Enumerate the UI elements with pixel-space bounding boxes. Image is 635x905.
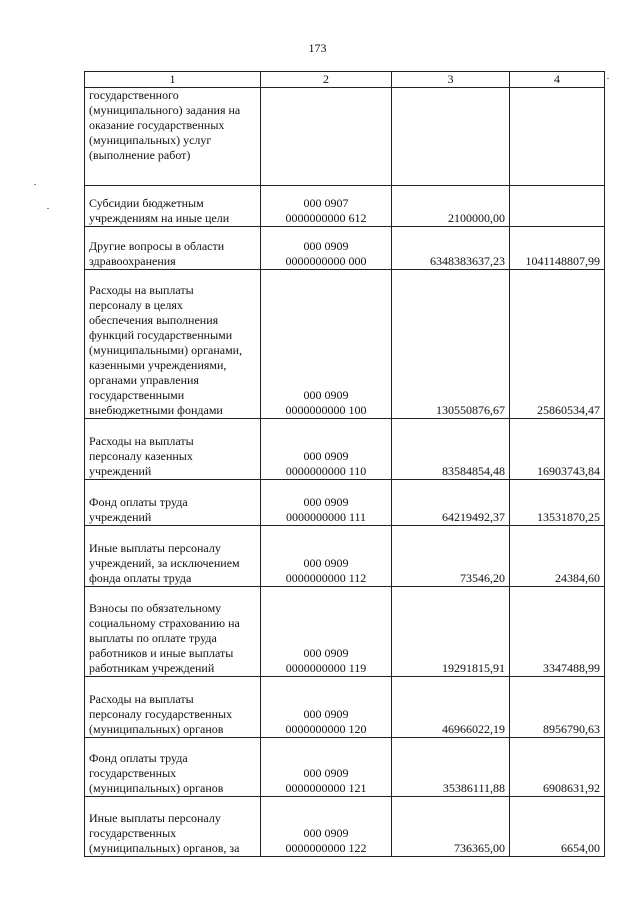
row-code (261, 88, 392, 186)
table-row (85, 227, 605, 270)
row-name: Иные выплаты персоналу учреждений, за исключением фонда оплаты труда (85, 526, 261, 587)
row-code: 000 0909 0000000000 000 (261, 227, 392, 270)
row-value-4: 13531870,25 (510, 480, 605, 526)
table-row (85, 88, 605, 186)
column-header-2: 2 (261, 72, 392, 88)
row-name: Расходы на выплаты персоналу в целях обеспечения выполнения функций государственными (муниципальными) органами, казенными учреждениями, органами управления государственными внебюджетными фондами (85, 270, 261, 419)
row-value-3 (392, 88, 510, 186)
scan-speck (34, 184, 36, 185)
scan-speck (118, 840, 120, 841)
row-name: Фонд оплаты труда государственных (муниципальных) органов (85, 738, 261, 797)
row-value-4: 1041148807,99 (510, 227, 605, 270)
row-value-3: 73546,20 (392, 526, 510, 587)
row-name: Фонд оплаты труда учреждений (85, 480, 261, 526)
row-name: Взносы по обязательному социальному страхованию на выплаты по оплате труда работников и иные выплаты работникам учреждений (85, 587, 261, 677)
row-code: 000 0909 0000000000 100 (261, 270, 392, 419)
table-row (85, 587, 605, 677)
row-name: государственного (муниципального) задания на оказание государственных (муниципальных) услуг (выполнение работ) (85, 88, 261, 186)
row-value-4: 3347488,99 (510, 587, 605, 677)
row-value-4: 6654,00 (510, 797, 605, 857)
column-header-3: 3 (392, 72, 510, 88)
row-name: Иные выплаты персоналу государственных (муниципальных) органов, за (85, 797, 261, 857)
row-value-3: 64219492,37 (392, 480, 510, 526)
row-code: 000 0909 0000000000 110 (261, 419, 392, 480)
row-value-3: 19291815,91 (392, 587, 510, 677)
row-value-4: 24384,60 (510, 526, 605, 587)
scan-speck (47, 208, 49, 209)
scan-speck (607, 78, 609, 79)
column-header-1: 1 (85, 72, 261, 88)
row-name: Другие вопросы в области здравоохранения (85, 227, 261, 270)
row-value-3: 736365,00 (392, 797, 510, 857)
row-value-4 (510, 88, 605, 186)
row-value-3: 2100000,00 (392, 186, 510, 227)
row-name: Субсидии бюджетным учреждениям на иные цели (85, 186, 261, 227)
table-row (85, 419, 605, 480)
row-value-3: 46966022,19 (392, 677, 510, 738)
row-value-3: 83584854,48 (392, 419, 510, 480)
table-row (85, 797, 605, 857)
row-value-4: 6908631,92 (510, 738, 605, 797)
table-row (85, 480, 605, 526)
row-name: Расходы на выплаты персоналу государственных (муниципальных) органов (85, 677, 261, 738)
table-row (85, 526, 605, 587)
row-value-4: 16903743,84 (510, 419, 605, 480)
table-header-row (85, 72, 605, 88)
table-row (85, 186, 605, 227)
page-number: 173 (308, 41, 327, 55)
row-code: 000 0909 0000000000 122 (261, 797, 392, 857)
row-value-3: 35386111,88 (392, 738, 510, 797)
row-name: Расходы на выплаты персоналу казенных учреждений (85, 419, 261, 480)
row-value-3: 130550876,67 (392, 270, 510, 419)
row-code: 000 0909 0000000000 119 (261, 587, 392, 677)
table-row (85, 738, 605, 797)
row-code: 000 0907 0000000000 612 (261, 186, 392, 227)
row-value-4 (510, 186, 605, 227)
row-value-4: 25860534,47 (510, 270, 605, 419)
budget-table (84, 71, 605, 857)
row-code: 000 0909 0000000000 121 (261, 738, 392, 797)
table-row (85, 677, 605, 738)
row-code: 000 0909 0000000000 120 (261, 677, 392, 738)
row-code: 000 0909 0000000000 111 (261, 480, 392, 526)
row-value-3: 6348383637,23 (392, 227, 510, 270)
table-row (85, 270, 605, 419)
column-header-4: 4 (510, 72, 605, 88)
row-code: 000 0909 0000000000 112 (261, 526, 392, 587)
row-value-4: 8956790,63 (510, 677, 605, 738)
